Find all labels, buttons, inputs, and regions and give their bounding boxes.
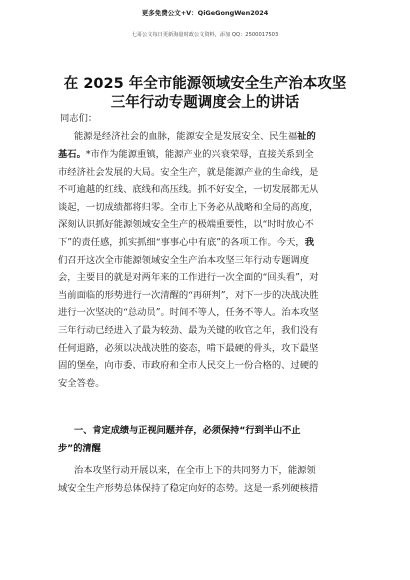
bold-run: 基石。	[58, 149, 86, 160]
paragraph-2-line-2: 域安全生产形势总体保持了稳定向好的态势。这是一系列硬核措	[58, 483, 319, 494]
title-line-2: 三年行动专题调度会上的讲话	[110, 95, 300, 111]
title-line-1: 在 2025 年全市能源领域安全生产治本攻坚	[63, 76, 347, 92]
paragraph-1-line-15: 安全答卷。	[58, 377, 105, 389]
bold-run: 我	[304, 236, 314, 248]
paragraph-1-line-6: 深刻认识抓好能源领域安全生产的极端重要性，以“时时放心不	[58, 219, 314, 231]
paragraph-2-line-1: 治本攻坚行动开展以来，在全市上下的共同努力下，能源领	[74, 465, 316, 476]
paragraph-1-line-12: 三年行动已经进入了最为较劲、最为关键的收官之年，我们没有	[58, 324, 319, 336]
text-run: *市作为能源重镇，能源产业的兴衰荣辱，直接关系到全	[85, 149, 314, 160]
section-heading-1-line-2: 步”的清醒	[58, 443, 101, 454]
paragraph-1-line-11: 进行一次坚决的“总动员”。时间不等人，任务不等人。治本攻坚	[58, 307, 319, 319]
salutation	[60, 110, 354, 128]
section-heading-1-line-1: 一、肯定成绩与正视问题并存，必须保持“行到半山不止	[74, 425, 301, 436]
text-run: 能源是经济社会的血脉，能源安全是发展安全、民生福	[74, 131, 298, 142]
paragraph-1-line-7	[58, 234, 354, 252]
text-run: 下”的责任感，抓实抓细“事事心中有底”的各项工作。今天，	[58, 236, 305, 248]
paragraph-1-line-1	[74, 128, 358, 146]
bold-run: 祉的	[297, 131, 316, 142]
paragraph-2-body	[58, 480, 354, 498]
paragraph-1-line-4: 不可逾越的红线、底线和高压线。抓不好安全，一切发展都无从	[58, 184, 319, 196]
section-heading-1	[74, 422, 358, 440]
paragraph-1-line-2	[58, 146, 354, 164]
paragraph-1-line-14: 固的堡垒，向市委、市政府和全市人民交上一份合格的、过硬的	[58, 360, 319, 372]
paragraph-1-line-8: 们召开这次全市能源领域安全生产治本攻坚三年行动专题调度	[58, 254, 310, 266]
paragraph-1-line-3: 市经济社会发展的大局。安全生产，就是能源产业的生命线，是	[58, 166, 319, 178]
paragraph-1	[74, 128, 358, 146]
paragraph-1-line-13: 任何退路，必须以决战决胜的姿态，啃下最硬的骨头，攻下最坚	[58, 342, 319, 354]
paragraph-1-line-10: 当前面临的形势进行一次清醒的“再研判”，对下一步的决战决胜	[58, 289, 319, 301]
paragraph-2	[74, 462, 358, 480]
paragraph-1-line-5: 谈起，一切成绩都将归零。全市上下务必从战略和全局的高度，	[58, 201, 319, 213]
document-title	[40, 75, 370, 113]
promo-header: 更多免费公文+V：QiGeGongWen2024	[141, 9, 269, 17]
promo-subheader: 七哥公文每日更新海量时政公文资料，添加 QQ：2500017503	[131, 32, 279, 38]
paragraph-1-body	[58, 146, 354, 392]
paragraph-1-line-9: 会，主要目的就是对两年来的工作进行一次全面的“回头看”，对	[58, 272, 319, 284]
section-heading-1-cont	[58, 440, 354, 458]
salutation-text: 同志们：	[60, 113, 98, 124]
